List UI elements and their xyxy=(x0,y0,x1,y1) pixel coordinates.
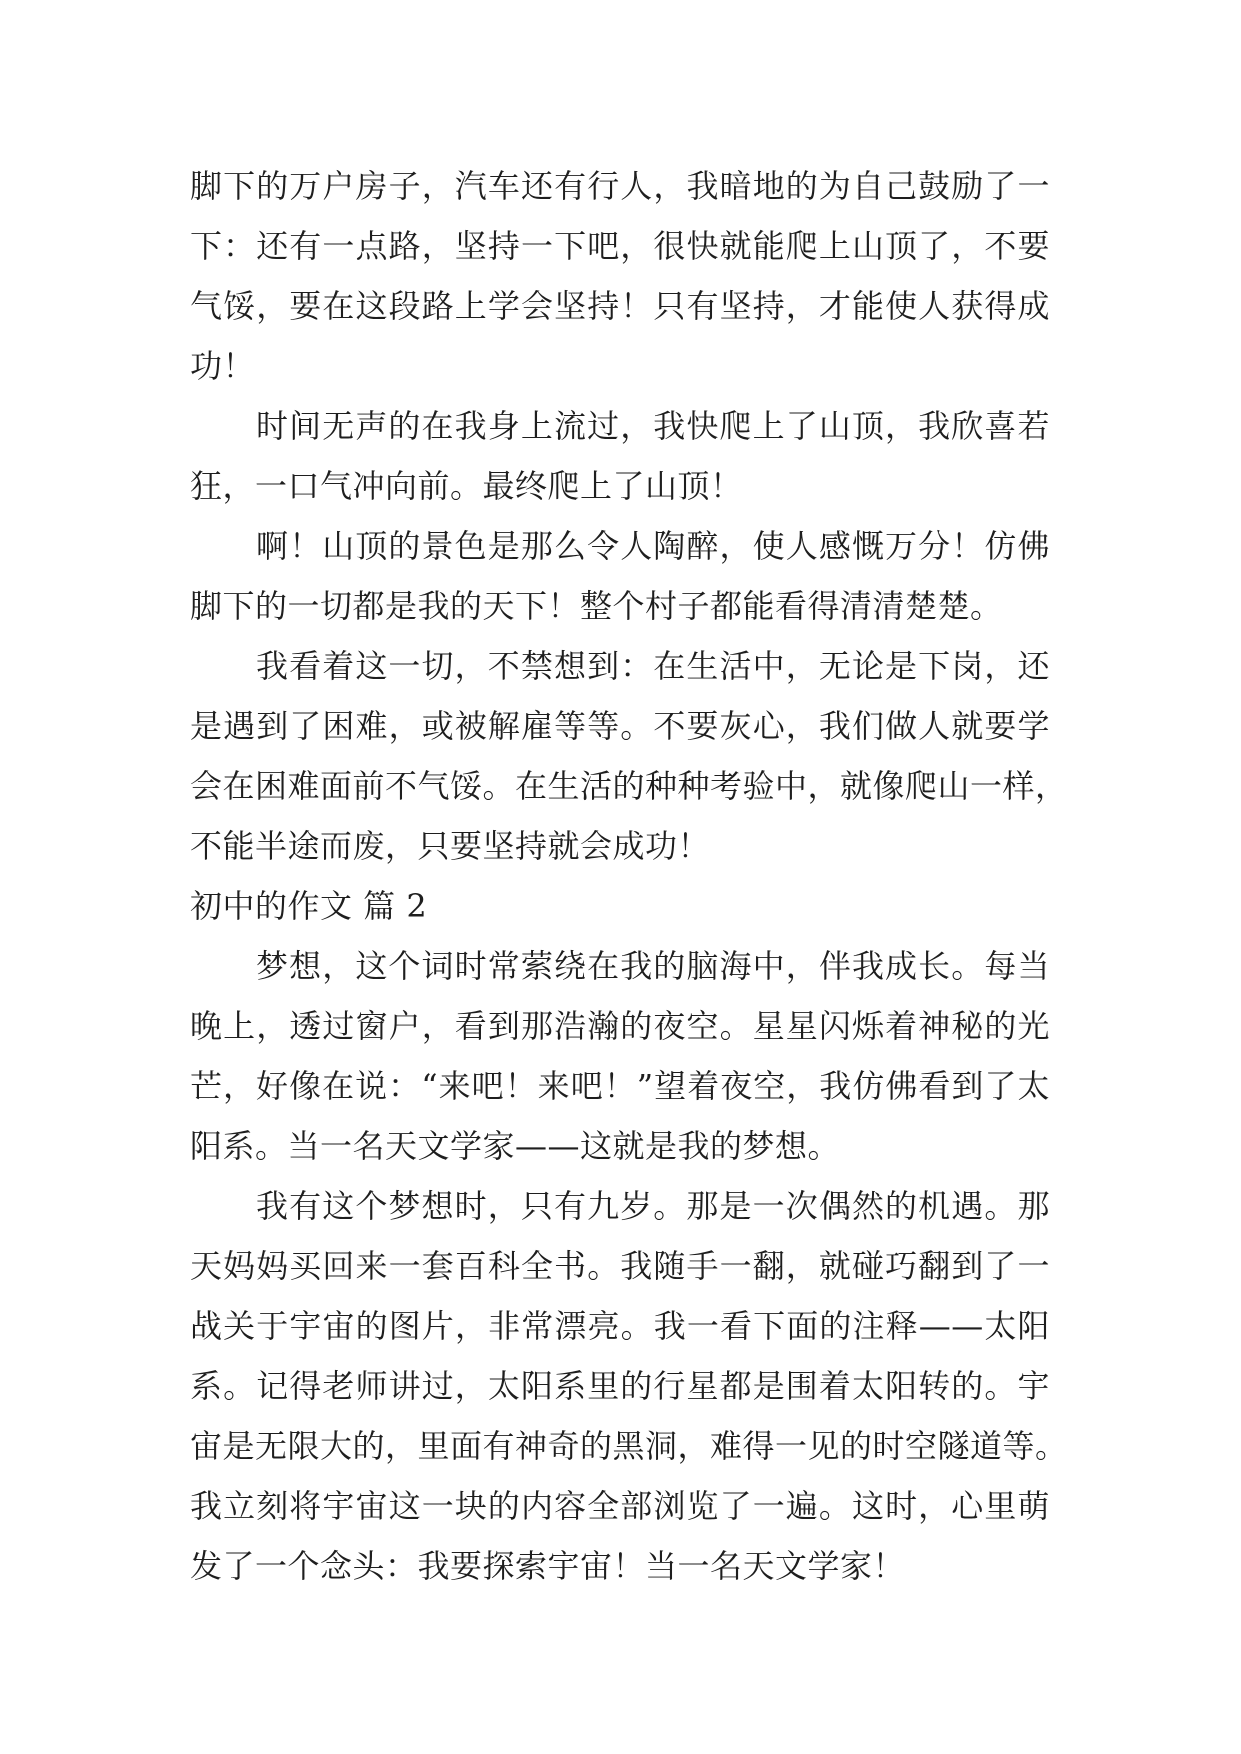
text-line: 系。记得老师讲过，太阳系里的行星都是围着太阳转的。宇 xyxy=(190,1367,1050,1405)
text-line: 会在困难面前不气馁。在生活的种种考验中，就像爬山一样， xyxy=(190,767,1068,805)
text-line: 发了一个念头：我要探索宇宙！当一名天文学家！ xyxy=(190,1547,906,1585)
text-line: 是遇到了困难，或被解雇等等。不要灰心，我们做人就要学 xyxy=(190,707,1050,745)
text-line: 脚下的万户房子，汽车还有行人，我暗地的为自己鼓励了一 xyxy=(190,167,1050,205)
paragraph xyxy=(190,396,1050,516)
text-line: 梦想，这个词时常萦绕在我的脑海中，伴我成长。每当 xyxy=(256,947,1050,985)
essay-heading: 初中的作文 篇 2 xyxy=(190,887,428,925)
text-line: 我立刻将宇宙这一块的内容全部浏览了一遍。这时，心里萌 xyxy=(190,1487,1050,1525)
text-line: 天妈妈买回来一套百科全书。我随手一翻，就碰巧翻到了一 xyxy=(190,1247,1050,1285)
text-line: 晚上，透过窗户，看到那浩瀚的夜空。星星闪烁着神秘的光 xyxy=(190,1007,1050,1045)
paragraph xyxy=(190,516,1050,636)
text-line: 脚下的一切都是我的天下！整个村子都能看得清清楚楚。 xyxy=(190,587,1003,625)
paragraph xyxy=(190,156,1050,396)
paragraph xyxy=(190,1176,1068,1596)
text-line: 啊！山顶的景色是那么令人陶醉，使人感慨万分！仿佛 xyxy=(256,527,1050,565)
text-line: 时间无声的在我身上流过，我快爬上了山顶，我欣喜若 xyxy=(256,407,1050,445)
document-body xyxy=(190,156,1068,1596)
text-line: 我有这个梦想时，只有九岁。那是一次偶然的机遇。那 xyxy=(256,1187,1050,1225)
paragraph xyxy=(190,936,1050,1176)
paragraph xyxy=(190,636,1068,876)
text-line: 下：还有一点路，坚持一下吧，很快就能爬上山顶了，不要 xyxy=(190,227,1050,265)
text-line: 我看着这一切，不禁想到：在生活中，无论是下岗，还 xyxy=(256,647,1050,685)
text-line: 功！ xyxy=(190,347,256,385)
text-line: 气馁，要在这段路上学会坚持！只有坚持，才能使人获得成 xyxy=(190,287,1050,325)
text-line: 宙是无限大的，里面有神奇的黑洞，难得一见的时空隧道等。 xyxy=(190,1427,1068,1465)
text-line: 芒，好像在说：“来吧！来吧！”望着夜空，我仿佛看到了太 xyxy=(190,1067,1050,1105)
text-line: 阳系。当一名天文学家——这就是我的梦想。 xyxy=(190,1127,841,1165)
text-line: 狂，一口气冲向前。最终爬上了山顶！ xyxy=(190,467,743,505)
text-line: 战关于宇宙的图片，非常漂亮。我一看下面的注释——太阳 xyxy=(190,1307,1050,1345)
text-line: 不能半途而废，只要坚持就会成功！ xyxy=(190,827,711,865)
